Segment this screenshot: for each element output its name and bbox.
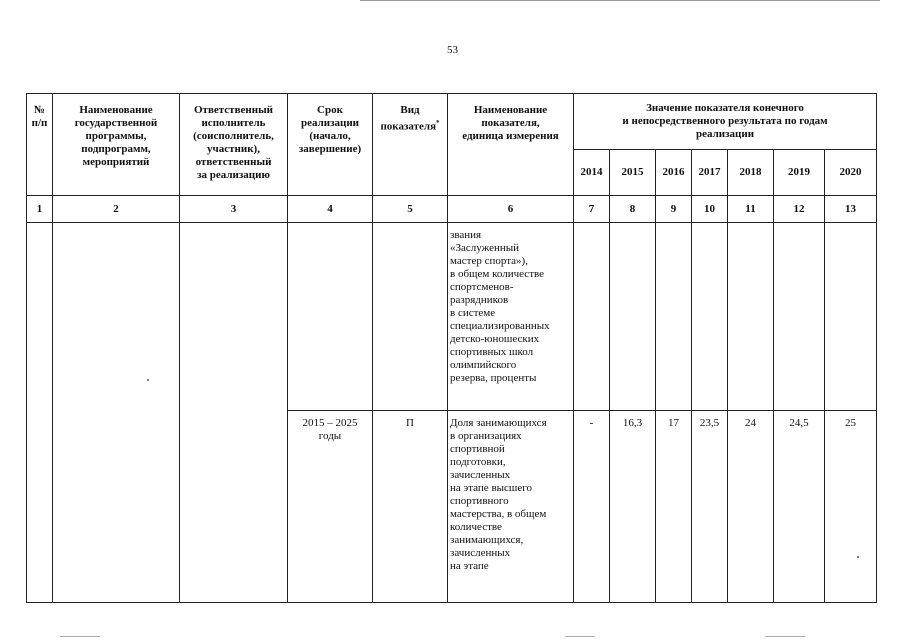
indicator-name-cell: звания «Заслуженный мастер спорта»), в общем количестве спортсменов- разрядников в системе специализированных детско-юношеских спортивных школ олимпийского резерва, проценты — [448, 223, 574, 411]
scan-artifact-bottom-right — [765, 636, 805, 637]
header-indicator-type — [373, 94, 448, 196]
value-cell — [692, 223, 728, 411]
value-cell — [825, 223, 877, 411]
footnote-mark: * — [436, 119, 440, 127]
value-cell — [728, 223, 774, 411]
column-number: 11 — [728, 196, 774, 223]
scan-artifact-top — [360, 0, 880, 1]
year-cell: 2017 — [692, 150, 728, 196]
header-period: Срок реализации (начало, завершение) — [288, 94, 373, 196]
year-cell: 2019 — [774, 150, 825, 196]
indicators-table — [26, 93, 877, 603]
scan-artifact-bottom-left — [60, 636, 100, 637]
type-cell — [373, 223, 448, 411]
header-indicator-name: Наименование показателя, единица измерения — [448, 94, 574, 196]
column-number: 4 — [288, 196, 373, 223]
year-cell: 2015 — [610, 150, 656, 196]
column-number: 7 — [574, 196, 610, 223]
header-values-group: Значение показателя конечного и непосредственного результата по годам реализации — [574, 94, 877, 150]
number-cell — [27, 223, 53, 603]
year-cell: 2020 — [825, 150, 877, 196]
page-number: 53 — [447, 44, 458, 56]
column-number: 1 — [27, 196, 53, 223]
value-cell: - — [574, 411, 610, 603]
header-program-name: Наименование государственной программы, подпрограмм, мероприятий — [53, 94, 180, 196]
column-number: 12 — [774, 196, 825, 223]
value-cell — [610, 223, 656, 411]
table-row — [27, 223, 877, 411]
value-cell: 17 — [656, 411, 692, 603]
value-cell: 16,3 — [610, 411, 656, 603]
year-cell: 2018 — [728, 150, 774, 196]
column-number: 2 — [53, 196, 180, 223]
value-cell: 23,5 — [692, 411, 728, 603]
value-cell — [656, 223, 692, 411]
column-number: 9 — [656, 196, 692, 223]
header-responsible: Ответственный исполнитель (соисполнитель, участник), ответственный за реализацию — [180, 94, 288, 196]
header-number: № п/п — [27, 94, 53, 196]
scan-artifact-bottom-mid — [565, 636, 595, 637]
period-cell — [288, 223, 373, 411]
column-number: 5 — [373, 196, 448, 223]
value-cell — [574, 223, 610, 411]
program-cell — [53, 223, 180, 603]
value-cell: 24,5 — [774, 411, 825, 603]
column-number: 8 — [610, 196, 656, 223]
column-number: 10 — [692, 196, 728, 223]
column-number-row — [27, 196, 877, 223]
header-indicator-type-label: Вид показателя — [380, 104, 437, 133]
period-cell: 2015 – 2025 годы — [288, 411, 373, 603]
column-number: 3 — [180, 196, 288, 223]
column-number: 13 — [825, 196, 877, 223]
value-cell — [774, 223, 825, 411]
year-cell: 2016 — [656, 150, 692, 196]
value-cell: 25 — [825, 411, 877, 603]
indicator-name-cell: Доля занимающихся в организациях спортивной подготовки, зачисленных на этапе высшего спортивного мастерства, в общем количестве занимающихся, зачисленных на этапе — [448, 411, 574, 603]
value-cell: 24 — [728, 411, 774, 603]
responsible-cell — [180, 223, 288, 603]
column-number: 6 — [448, 196, 574, 223]
type-cell: П — [373, 411, 448, 603]
year-cell: 2014 — [574, 150, 610, 196]
